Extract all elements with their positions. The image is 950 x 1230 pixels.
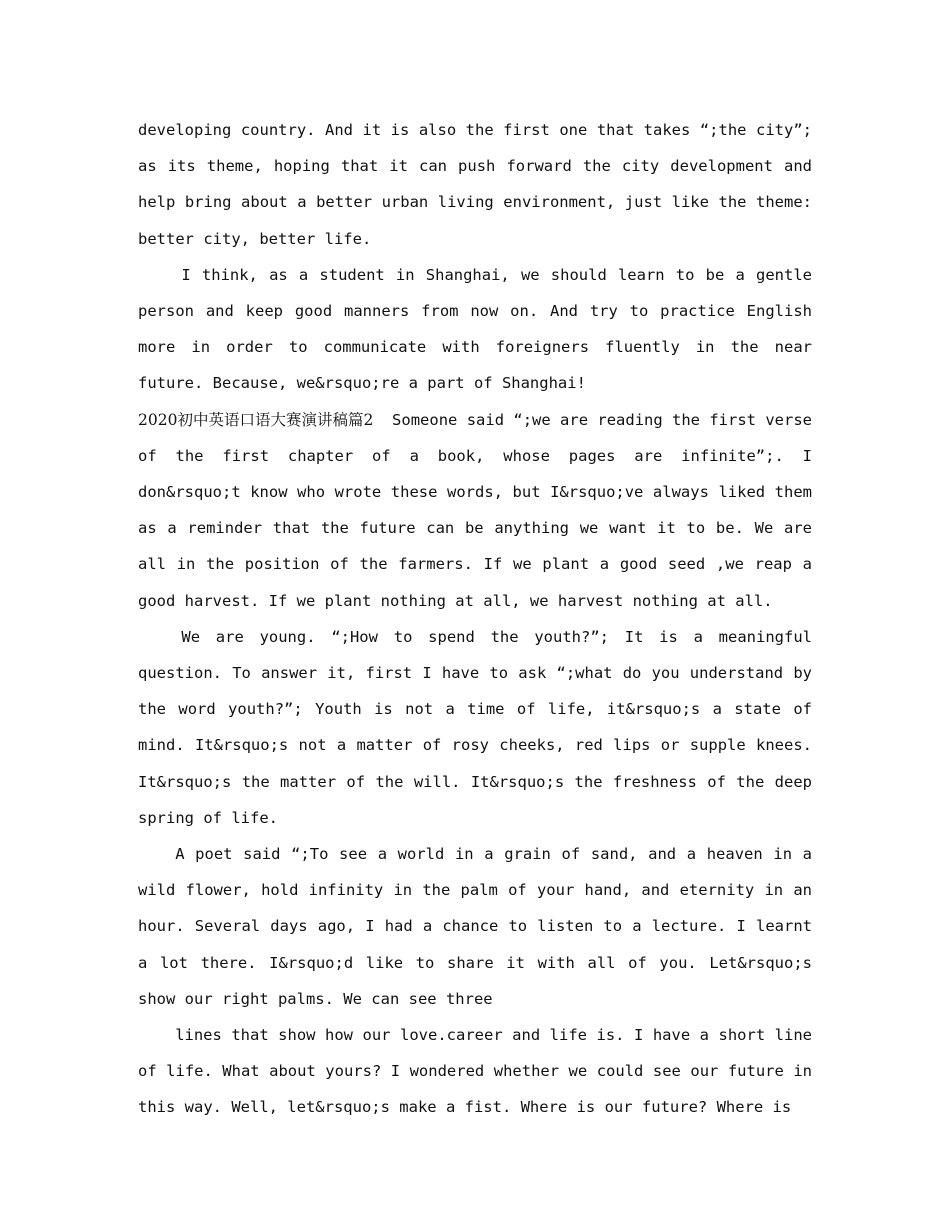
paragraph-5: A poet said “;To see a world in a grain of sand, and a heaven in a wild flower, hold infinity in the palm of your hand, and eternity in an hour. Several days ago, I had a chance to listen to a lecture. I learnt a lot there. I&rsquo;d like to share it with all of you. Let&rsquo;s show our right palms. We can see three	[138, 845, 812, 1008]
section-heading: 2020初中英语口语大赛演讲稿篇2	[138, 410, 374, 429]
paragraph-2: I think, as a student in Shanghai, we should learn to be a gentle person and keep good manners from now on. And try to practice English more in order to communicate with foreigners fluently in the near future. Because, we&rsquo;re a part of Shanghai!	[138, 265, 812, 393]
paragraph-4: We are young. “;How to spend the youth?”; It is a meaningful question. To answer it, first I have to ask “;what do you understand by the word youth?”; Youth is not a time of life, it&rsquo;s a state of mind. It&rsquo;s not a matter of rosy cheeks, red lips or supple knees. It&rsquo;s the matter of the will. It&rsquo;s the freshness of the deep spring of life.	[138, 627, 812, 827]
paragraph-1: developing country. And it is also the first one that takes “;the city”; as its theme, hoping that it can push forward the city development and help bring about a better urban living environment, just like the theme: better city, better life.	[138, 121, 812, 248]
paragraph-3	[138, 402, 812, 619]
paragraph-3-text: Someone said “;we are reading the first verse of the first chapter of a book, whose pages are infinite”;. I don&rsquo;t know who wrote these words, but I&rsquo;ve always liked them as a reminder that the future can be anything we want it to be. We are all in the position of the farmers. If we plant a good seed ,we reap a good harvest. If we plant nothing at all, we harvest nothing at all.	[138, 410, 813, 610]
paragraph-6: lines that show how our love.career and life is. I have a short line of life. What about yours? I wondered whether we could see our future in this way. Well, let&rsquo;s make a fist. Where is our future? Where is	[138, 1026, 812, 1117]
document-body	[138, 112, 812, 1126]
